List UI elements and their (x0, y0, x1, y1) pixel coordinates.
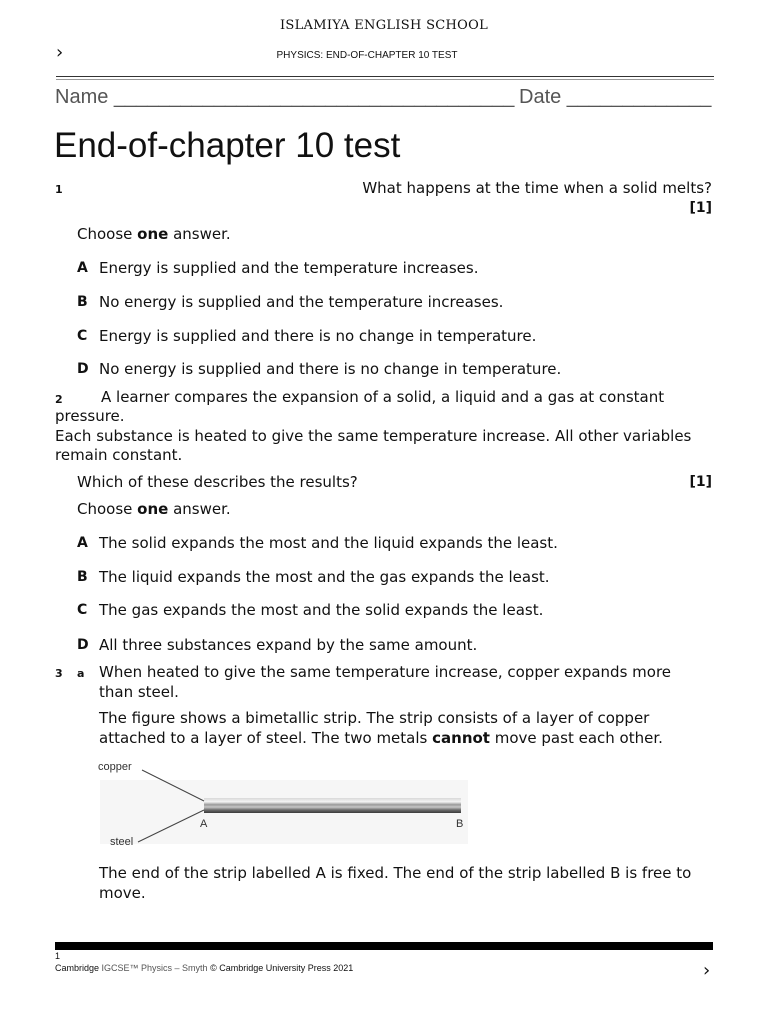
label-end-b: B (456, 818, 464, 830)
option-text: The solid expands the most and the liquid expands the least. (99, 534, 558, 552)
question-text: A learner compares the expansion of a solid, a liquid and a gas at constant (101, 388, 665, 406)
instruction: Choose one answer. (77, 225, 231, 243)
option-letter: B (77, 294, 88, 310)
question-text: move. (99, 884, 146, 902)
option-text: The gas expands the most and the solid expands the least. (99, 601, 544, 619)
question-text: pressure. (55, 407, 125, 425)
option-letter: C (77, 328, 88, 344)
chevron-right-icon: › (56, 42, 64, 63)
question-number: 2 (55, 393, 63, 406)
question-text: The figure shows a bimetallic strip. The strip consists of a layer of copper (99, 709, 650, 727)
question-text: When heated to give the same temperature increase, copper expands more (99, 663, 672, 681)
question-number: 3 (55, 667, 63, 680)
header-rule (56, 76, 714, 77)
chevron-right-icon: › (703, 960, 711, 981)
marks: [1] (689, 200, 712, 216)
date-field: Date _____________ (519, 86, 712, 108)
school-name: ISLAMIYA ENGLISH SCHOOL (279, 18, 489, 33)
option-letter: B (77, 569, 88, 585)
test-subtitle: PHYSICS: END-OF-CHAPTER 10 TEST (276, 50, 458, 61)
footer-credit: Cambridge IGCSE™ Physics – Smyth © Cambridge University Press 2021 (55, 963, 354, 973)
question-text: than steel. (99, 683, 179, 701)
option-letter: A (77, 260, 88, 276)
footer-bar (55, 942, 713, 950)
question-text: attached to a layer of steel. The two metals cannot move past each other. (99, 729, 663, 747)
option-letter: A (77, 535, 88, 551)
marks: [1] (689, 474, 712, 490)
option-text: All three substances expand by the same amount. (99, 636, 478, 654)
option-letter: D (77, 361, 89, 377)
page-title: End-of-chapter 10 test (54, 126, 401, 165)
label-end-a: A (200, 818, 208, 830)
option-text: Energy is supplied and there is no change in temperature. (99, 327, 537, 345)
question-text: What happens at the time when a solid melts? (362, 179, 712, 197)
option-text: No energy is supplied and there is no change in temperature. (99, 360, 562, 378)
option-letter: D (77, 637, 89, 653)
option-text: The liquid expands the most and the gas expands the least. (99, 568, 550, 586)
question-number: 1 (55, 183, 63, 196)
header-rule-secondary (56, 79, 714, 80)
bimetallic-strip-figure (96, 758, 476, 853)
name-field: Name ____________________________________ (55, 86, 515, 108)
label-steel: steel (110, 836, 134, 848)
label-copper: copper (98, 761, 132, 773)
strip (204, 798, 461, 813)
option-text: No energy is supplied and the temperature increases. (99, 293, 504, 311)
question-part: a (77, 667, 85, 680)
question-text: Each substance is heated to give the same temperature increase. All other variables (55, 427, 692, 445)
page-number: 1 (55, 951, 61, 961)
question-text: remain constant. (55, 446, 183, 464)
question-text: The end of the strip labelled A is fixed. The end of the strip labelled B is free to (99, 864, 692, 882)
question-prompt: Which of these describes the results? (77, 473, 358, 491)
option-letter: C (77, 602, 88, 618)
option-text: Energy is supplied and the temperature increases. (99, 259, 479, 277)
instruction: Choose one answer. (77, 500, 231, 518)
